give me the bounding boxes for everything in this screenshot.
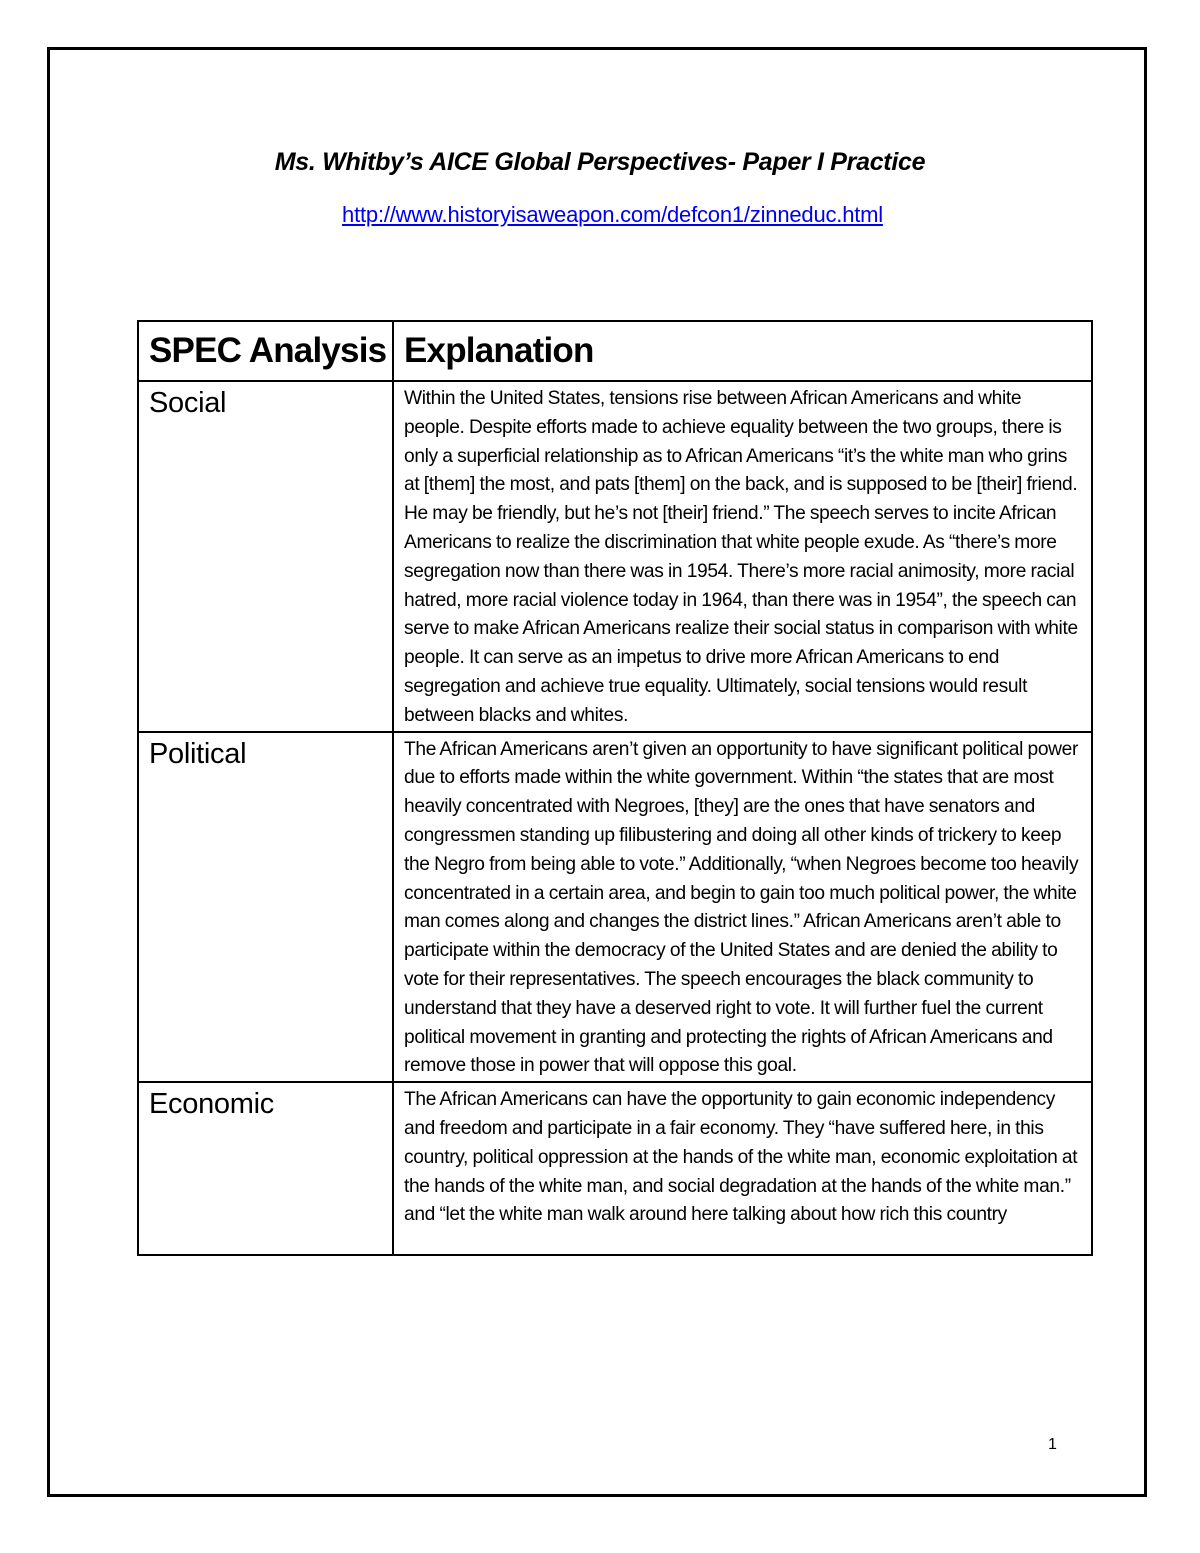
category-social: Social (138, 381, 393, 732)
category-economic: Economic (138, 1082, 393, 1255)
table-row-political (138, 732, 1092, 1083)
page-number: 1 (1048, 1436, 1057, 1453)
explanation-economic: The African Americans can have the opportunity to gain economic independency and freedom and participate in a fair economy. They “have suffered here, in this country, political oppression at the hands of the white man, economic exploitation at the hands of the white man, and social degradation at the hands of the white man.” and “let the white man walk around here talking about how rich this country (393, 1082, 1092, 1255)
source-link[interactable]: http://www.historyisaweapon.com/defcon1/zinneduc.html (342, 202, 883, 227)
explanation-political: The African Americans aren’t given an opportunity to have significant political power due to efforts made within the white government. Within “the states that are most heavily concentrated with Negroes, [they] are the ones that have senators and congressmen standing up filibustering and doing all other kinds of trickery to keep the Negro from being able to vote.” Additionally, “when Negroes become too heavily concentrated in a certain area, and begin to gain too much political power, the white man comes along and changes the district lines.” African Americans aren’t able to participate within the democracy of the United States and are denied the ability to vote for their representatives. The speech encourages the black community to understand that they have a deserved right to vote. It will further fuel the current political movement in granting and protecting the rights of African Americans and remove those in power that will oppose this goal. (393, 732, 1092, 1083)
header-explanation: Explanation (393, 321, 1092, 381)
explanation-social: Within the United States, tensions rise between African Americans and white people. Despite efforts made to achieve equality between the two groups, there is only a superficial relationship as to African Americans “it’s the white man who grins at [them] the most, and pats [them] on the back, and is supposed to be [their] friend. He may be friendly, but he’s not [their] friend.” The speech serves to incite African Americans to realize the discrimination that white people exude. As “there’s more segregation now than there was in 1954. There’s more racial animosity, more racial hatred, more racial violence today in 1964, than there was in 1954”, the speech can serve to make African Americans realize their social status in comparison with white people. It can serve as an impetus to drive more African Americans to end segregation and achieve true equality. Ultimately, social tensions would result between blacks and whites. (393, 381, 1092, 732)
category-political: Political (138, 732, 393, 1083)
table-row-economic (138, 1082, 1092, 1255)
table-row-social (138, 381, 1092, 732)
spec-analysis-table (137, 320, 1093, 1256)
document-title: Ms. Whitby’s AICE Global Perspectives- Paper I Practice (274, 148, 926, 176)
table-header-row (138, 321, 1092, 381)
header-spec-analysis: SPEC Analysis (138, 321, 393, 381)
